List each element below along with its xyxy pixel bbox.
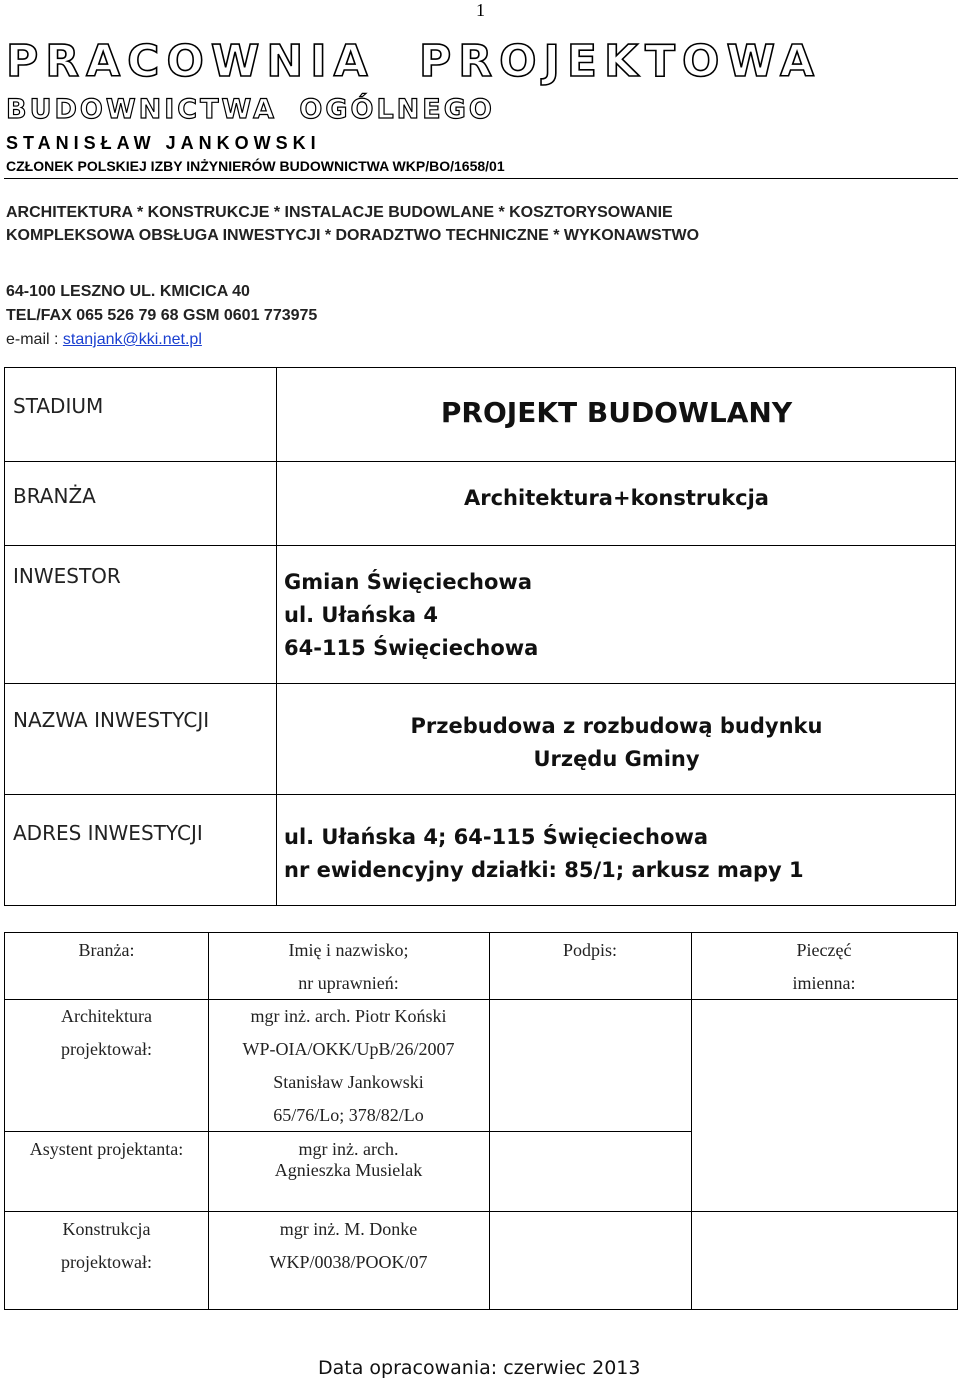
stadium-label: STADIUM [13,394,104,418]
owner-name: STANISŁAW JANKOWSKI [6,133,321,153]
contact-block [6,280,317,352]
page-number: 1 [476,0,485,20]
konst-name-1: mgr inż. M. Donke [279,1219,418,1239]
arch-name-4: 65/76/Lo; 378/82/Lo [273,1105,424,1125]
project-info-table [4,367,956,906]
sig-head-pieczec-2: imienna: [792,973,856,993]
header-divider [4,178,958,179]
adres-value [284,821,804,887]
arch-label-1: Architektura [61,1006,152,1026]
chamber-membership: CZŁONEK POLSKIEJ IZBY INŻYNIERÓW BUDOWNICTWA WKP/BO/1658/01 [6,158,505,174]
postal-address: 64-100 LESZNO UL. KMICICA 40 [6,283,250,300]
inwestor-name: Gmian Święciechowa [284,570,533,594]
row-adres [5,795,955,907]
nazwa-label: NAZWA INWESTYCJI [13,708,210,732]
nazwa-line-2: Urzędu Gminy [533,747,700,771]
preparation-date: Data opracowania: czerwiec 2013 [318,1357,641,1379]
konst-label-1: Konstrukcja [62,1219,151,1239]
sig-head-pieczec-1: Pieczęć [796,940,852,960]
nazwa-line-1: Przebudowa z rozbudową budynku [410,714,823,738]
services-block [6,201,699,247]
email-label: e-mail : [6,331,63,348]
adres-line-1: ul. Ułańska 4; 64-115 Święciechowa [284,825,709,849]
nazwa-value [276,710,957,776]
arch-name-1: mgr inż. arch. Piotr Koński [250,1006,447,1026]
stadium-value: PROJEKT BUDOWLANY [440,396,793,429]
firm-title: PRACOWNIA PROJEKTOWA [6,36,822,87]
arch-name-2: WP-OIA/OKK/UpB/26/2007 [242,1039,455,1059]
sig-col-divider-2 [489,933,490,1309]
phone-numbers: TEL/FAX 065 526 79 68 GSM 0601 773975 [6,307,318,324]
sig-head-podpis: Podpis: [562,940,618,960]
sig-konst-divider [5,1211,957,1212]
signature-table [4,932,958,1310]
sig-head-name-1: Imię i nazwisko; [288,940,409,960]
inwestor-label: INWESTOR [13,564,121,588]
asst-name-2: Agnieszka Musielak [274,1160,423,1180]
sig-header-divider [5,999,957,1000]
services-line-2: KOMPLEKSOWA OBSŁUGA INWESTYCJI * DORADZTWO TECHNICZNE * WYKONAWSTWO [6,227,700,244]
row-nazwa [5,684,955,795]
arch-label-2: projektował: [61,1039,152,1059]
row-branza [5,462,955,546]
konst-name-2: WKP/0038/POOK/07 [269,1252,428,1272]
email-link[interactable]: stanjank@kki.net.pl [62,331,202,348]
inwestor-street: ul. Ułańska 4 [284,603,438,627]
inwestor-value [284,566,538,665]
sig-asst-divider [5,1131,691,1132]
adres-label: ADRES INWESTYCJI [13,821,203,845]
email-line [6,328,317,352]
asst-label: Asystent projektanta: [29,1139,184,1159]
services-line-1: ARCHITEKTURA * KONSTRUKCJE * INSTALACJE BUDOWLANE * KOSZTORYSOWANIE [6,204,673,221]
adres-line-2: nr ewidencyjny działki: 85/1; arkusz mapy 1 [284,858,804,882]
arch-name-3: Stanisław Jankowski [273,1072,424,1092]
konst-label-2: projektował: [61,1252,152,1272]
inwestor-city: 64-115 Święciechowa [284,636,539,660]
asst-name-1: mgr inż. arch. [298,1139,399,1159]
firm-subtitle: BUDOWNICTWA OGÓLNEGO [6,94,495,125]
branza-value: Architektura+konstrukcja [464,486,769,510]
sig-head-branza: Branża: [78,940,135,960]
row-stadium [5,368,955,462]
branza-label: BRANŻA [13,484,96,508]
sig-head-name-2: nr uprawnień: [298,973,399,993]
row-inwestor [5,546,955,684]
